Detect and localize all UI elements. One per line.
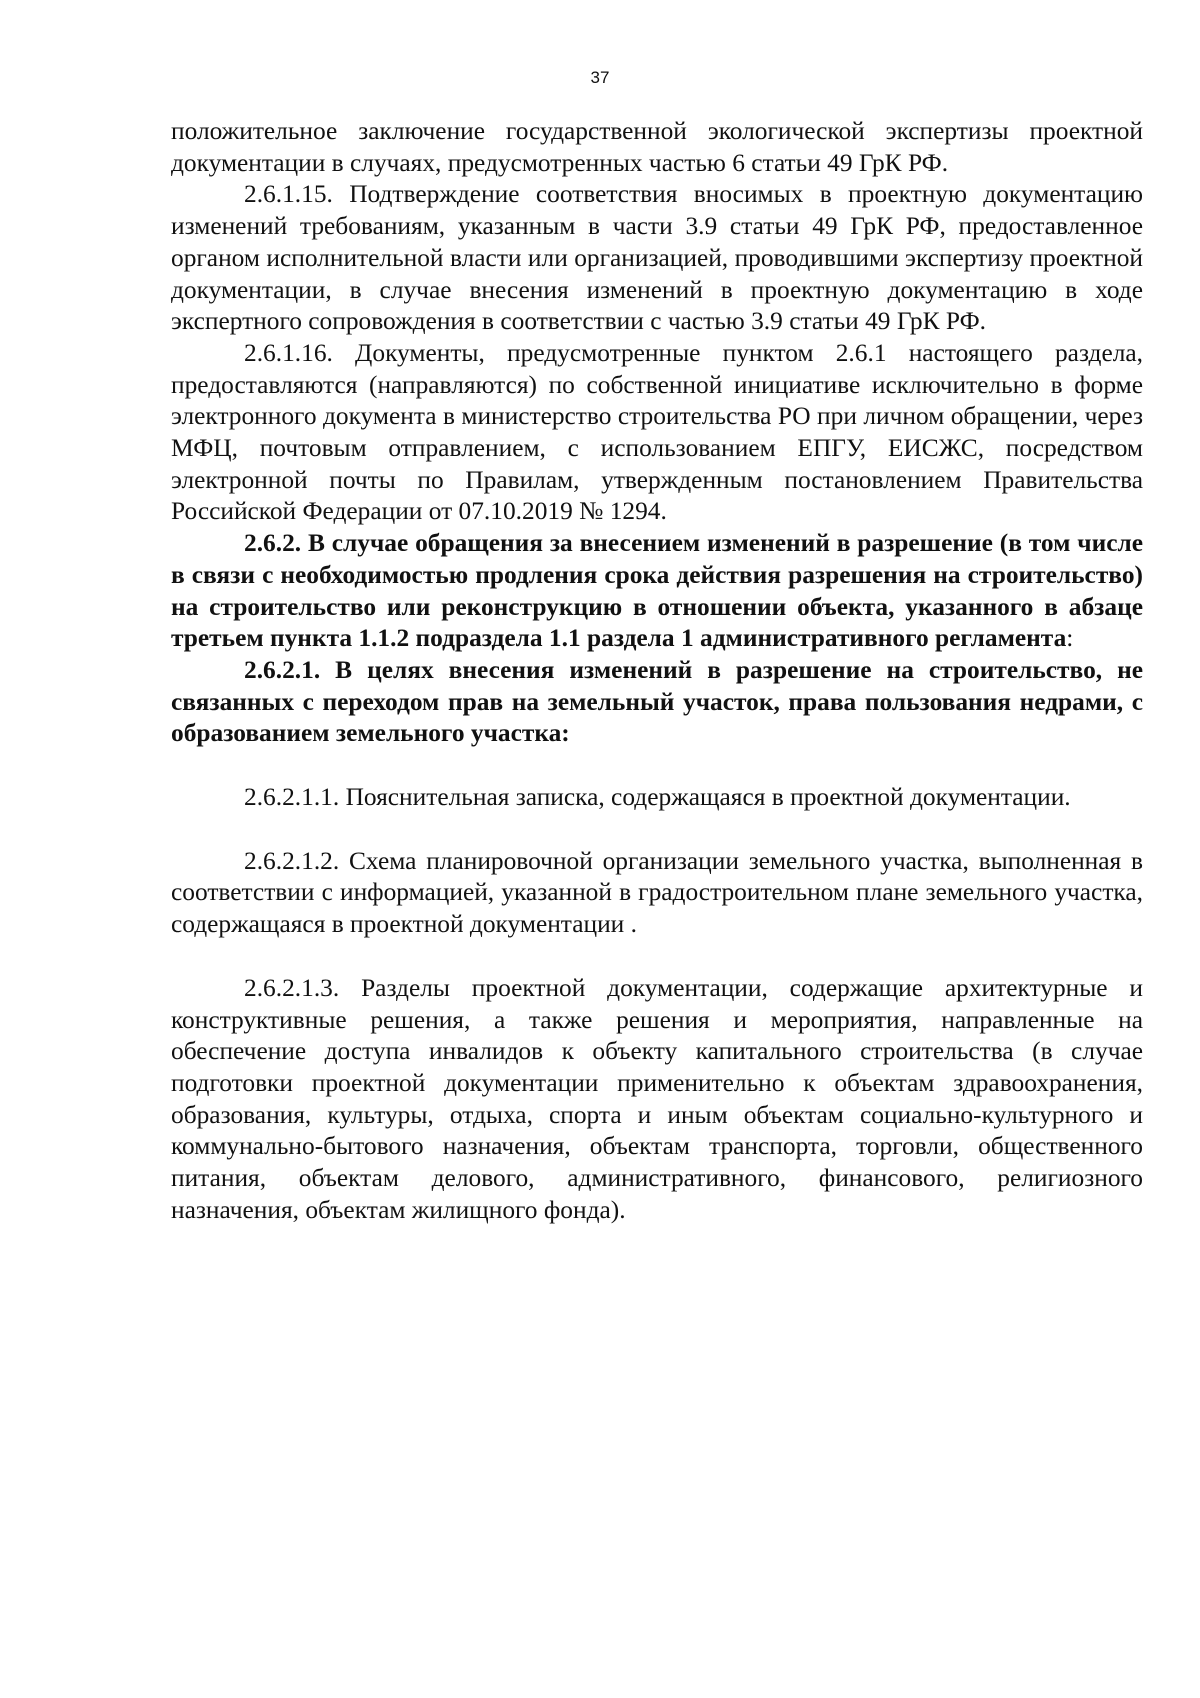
- paragraph-2-6-2-1-3: 2.6.2.1.3. Разделы проектной документации, содержащие архитектурные и конструктивные решения, а также решения и мероприятия, направленные на обеспечение доступа инвалидов к объекту капитального строительства (в случае подготовки проектной документации применительно к объектам здравоохранения, образования, культуры, отдыха, спорта и иным объектам социально-культурного и коммунально-бытового назначения, объектам транспорта, торговли, общественного питания, объектам делового, административного, финансового, религиозного назначения, объектам жилищного фонда).: [171, 973, 1143, 1224]
- document-body: [171, 116, 1143, 1227]
- page-number: 37: [590, 68, 610, 87]
- paragraph-2-6-2-1-2: 2.6.2.1.2. Схема планировочной организации земельного участка, выполненная в соответствии с информацией, указанной в градостроительном плане земельного участка, содержащаяся в проектной документации .: [171, 846, 1143, 939]
- paragraph-2-6-2-1: 2.6.2.1. В целях внесения изменений в разрешение на строительство, не связанных с переходом прав на земельный участок, права пользования недрами, с образованием земельного участка:: [171, 655, 1143, 748]
- paragraph-2-6-2-1-1: 2.6.2.1.1. Пояснительная записка, содержащаяся в проектной документации.: [244, 783, 1071, 812]
- paragraph-2-6-1-16: 2.6.1.16. Документы, предусмотренные пунктом 2.6.1 настоящего раздела, предоставляются (направляются) по собственной инициативе исключительно в форме электронного документа в министерство строительства РО при личном обращении, через МФЦ, почтовым отправлением, с использованием ЕПГУ, ЕИСЖС, посредством электронной почты по Правилам, утвержденным постановлением Правительства Российской Федерации от 07.10.2019 № 1294.: [171, 338, 1143, 526]
- paragraph-2-6-2-bold-text: 2.6.2. В случае обращения за внесением изменений в разрешение (в том числе в связи с необходимостью продления срока действия разрешения на строительство) на строительство или реконструкцию в отношении объекта, указанного в абзаце третьем пункта 1.1.2 подраздела 1.1 раздела 1 административного регламента: [171, 529, 1143, 653]
- paragraph-2-6-1-15: 2.6.1.15. Подтверждение соответствия вносимых в проектную документацию изменений требованиям, указанным в части 3.9 статьи 49 ГрК РФ, предоставленное органом исполнительной власти или организацией, проводившими экспертизу проектной документации, в случае внесения изменений в проектную документацию в ходе экспертного сопровождения в соответствии с частью 3.9 статьи 49 ГрК РФ.: [171, 180, 1143, 336]
- paragraph-continuation: положительное заключение государственной экологической экспертизы проектной документации в случаях, предусмотренных частью 6 статьи 49 ГрК РФ.: [171, 117, 1143, 177]
- paragraph-2-6-2-tail: :: [1066, 624, 1074, 653]
- paragraph-2-6-2: [171, 528, 1143, 655]
